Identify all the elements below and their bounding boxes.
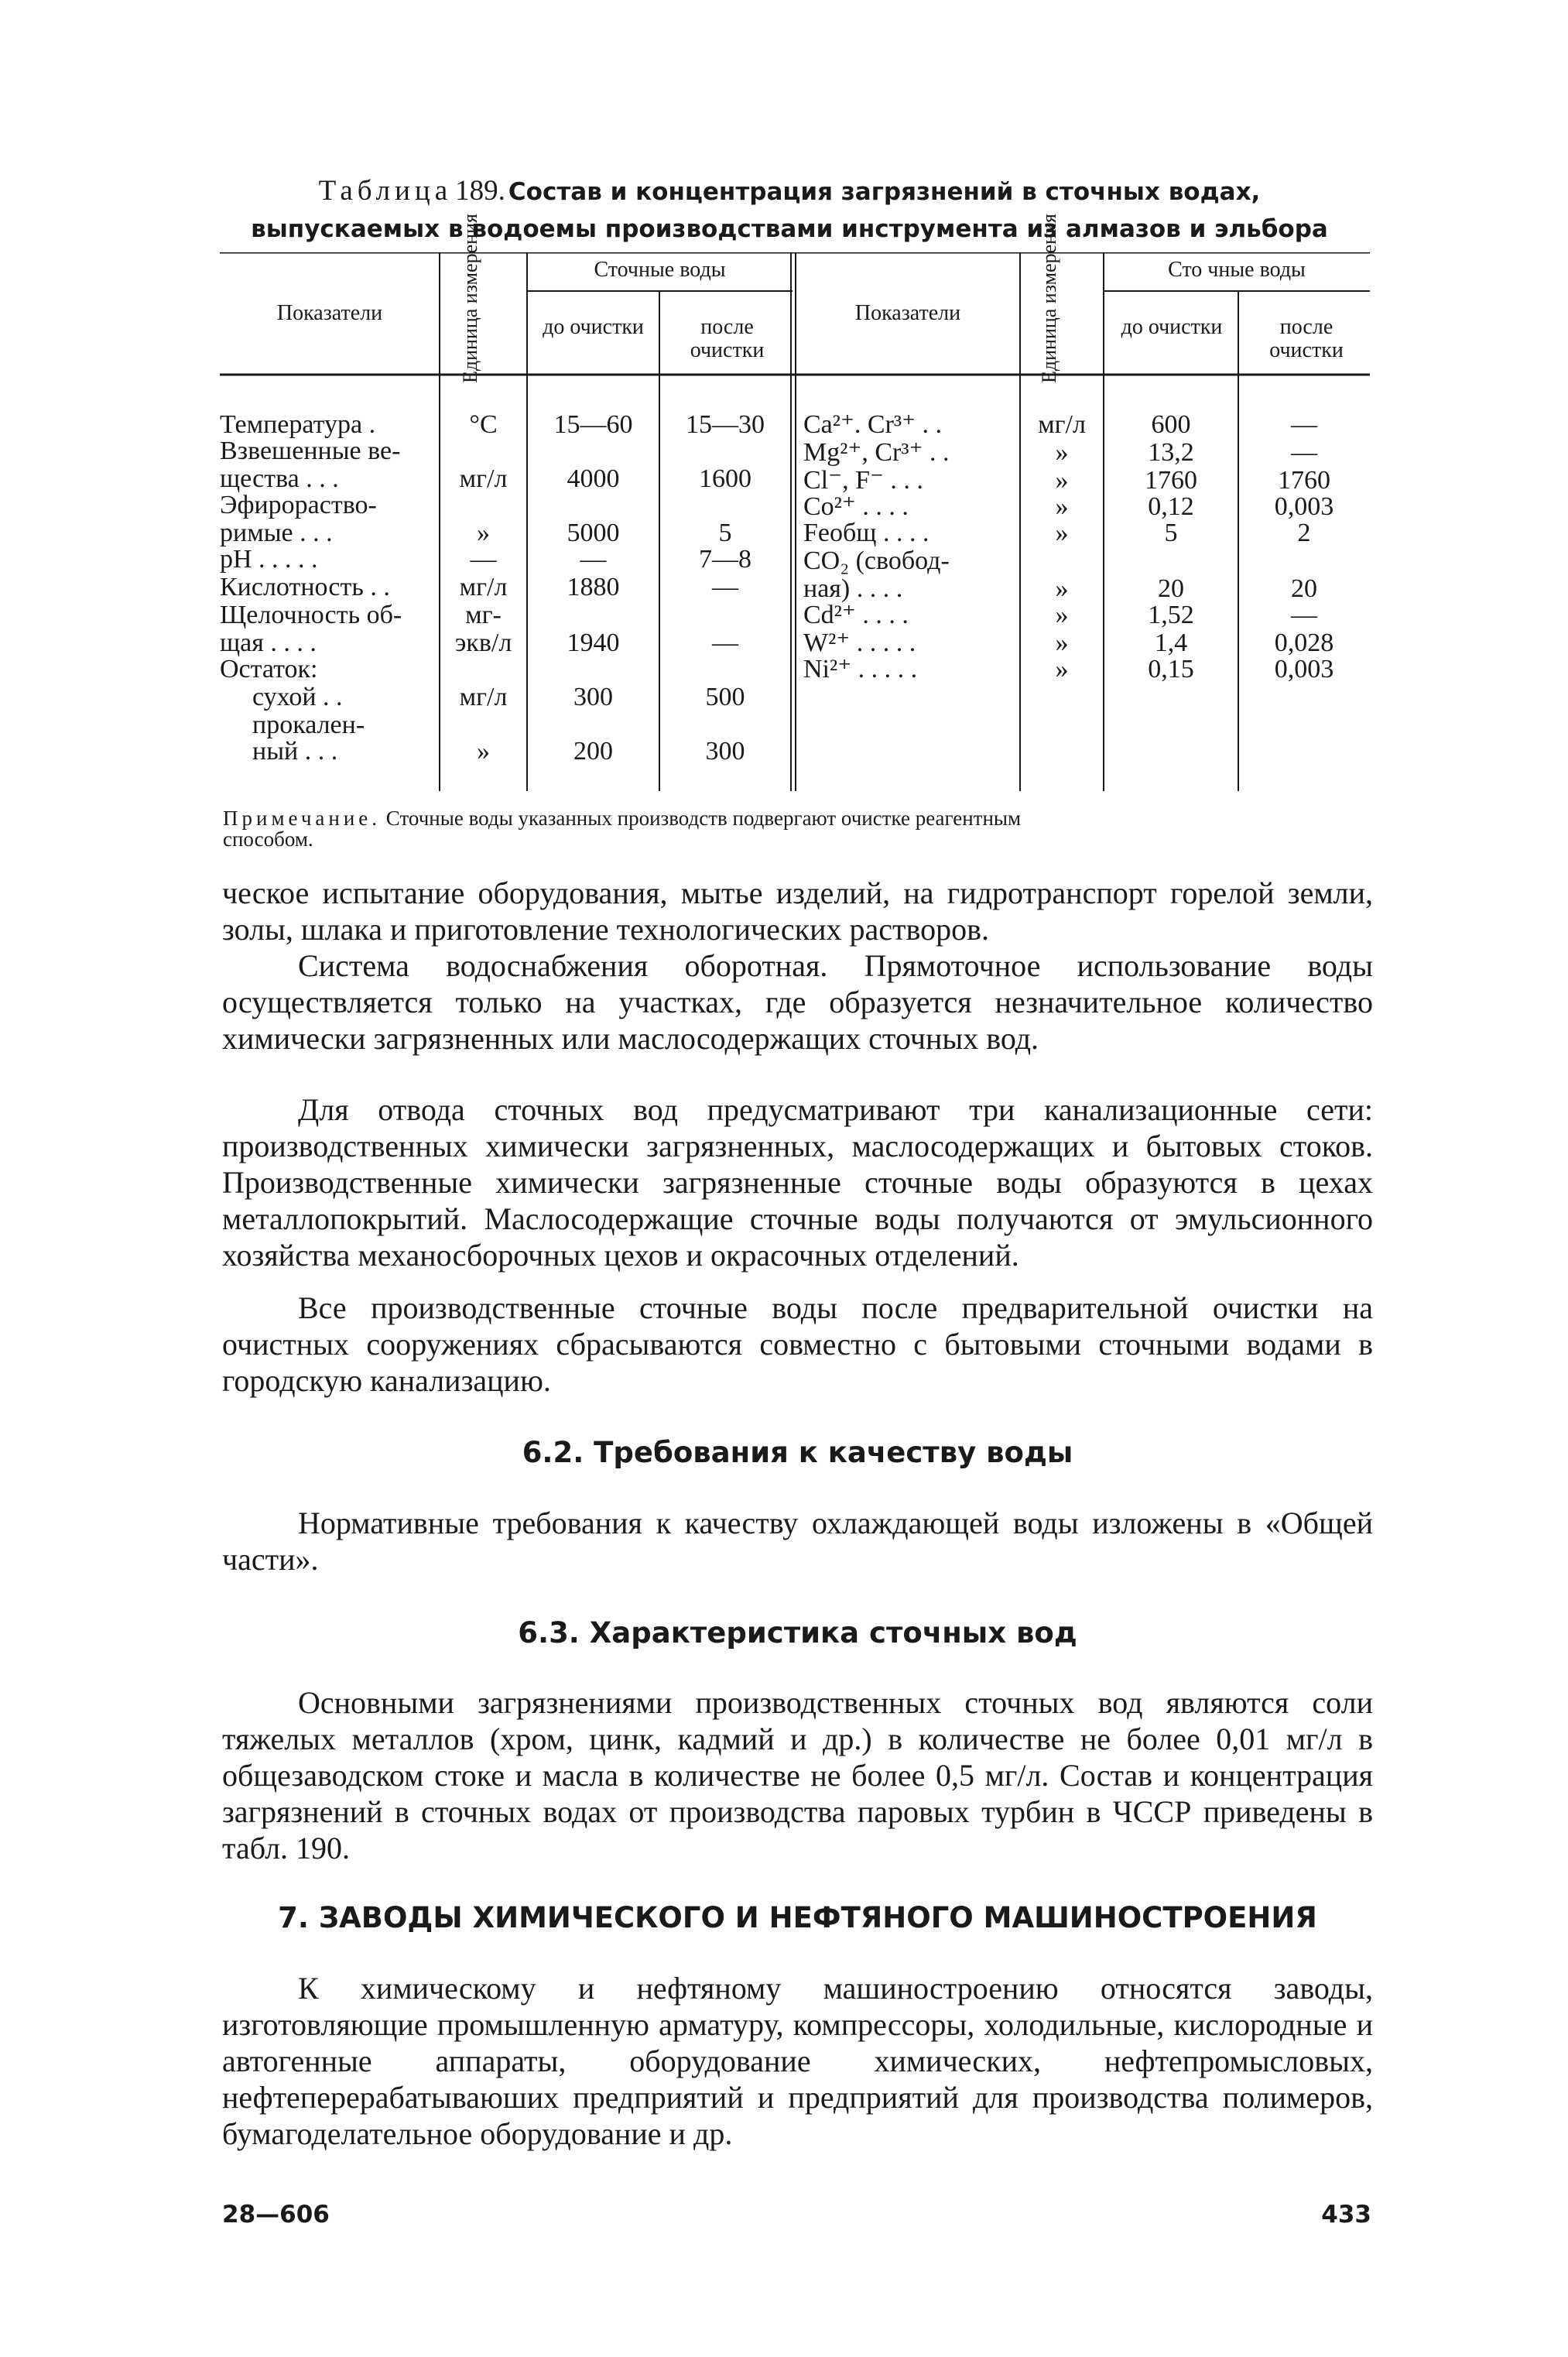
row-name: сухой . . [252, 683, 343, 711]
row-before: 0,12 [1148, 492, 1194, 521]
row-after: 0,003 [1274, 492, 1334, 521]
paragraph: Все производственные сточные воды после предварительной очистки на очистных сооружениях сбрасываются совместно с бытовыми сточными водами в городскую канализацию. [222, 1290, 1373, 1398]
header-before-right: до очистки [1121, 315, 1223, 339]
row-name: Ca²⁺. Cr³⁺ . . [803, 410, 943, 439]
row-after: — [1291, 410, 1317, 439]
row-unit: экв/л [454, 629, 512, 657]
row-before: 1,52 [1148, 601, 1194, 629]
header-before: до очистки [543, 315, 644, 339]
row-name: pH . . . . . [220, 545, 318, 574]
row-unit: °С [469, 410, 498, 439]
row-unit: мг/л [459, 573, 508, 601]
row-before: 5 [1164, 519, 1178, 547]
row-name: Кислотность . . [220, 573, 390, 601]
row-unit: » [1055, 601, 1069, 629]
row-name: CO₂ (свобод- [803, 546, 950, 575]
note-text: Сточные воды указанных производств подвергают очистке реагентным [385, 807, 1022, 830]
row-unit: » [1055, 574, 1069, 603]
row-unit: мг/л [1038, 410, 1086, 439]
table-note [223, 808, 1368, 850]
row-unit: » [1055, 438, 1069, 467]
section-heading-6-3: 6.3. Характеристика сточных вод [518, 1616, 1077, 1650]
caption-title-line1: Состав и концентрация загрязнений в сточных водах, [508, 178, 1261, 206]
row-name: ный . . . [252, 737, 338, 766]
row-after: 500 [705, 683, 745, 711]
caption-label: Таблица [318, 175, 453, 207]
row-before: 1,4 [1154, 629, 1188, 657]
row-before: 5000 [567, 519, 620, 547]
row-name: Щелочность об- [220, 601, 402, 629]
row-after: 20 [1291, 574, 1317, 603]
row-unit: » [477, 519, 490, 547]
section-heading-6-2: 6.2. Требования к качеству воды [522, 1436, 1073, 1469]
paragraph: К химическому и нефтяному машиностроению относятся заводы, изготовляющие промышленную арматуру, компрессоры, холодильные, кислородные и автогенные аппараты, оборудование химических, нефтепромысловых, нефтеперерабатываюших предприятий и предприятий для производства полимеров, бумагоделательное оборудование и др. [222, 1971, 1373, 2151]
table-caption [209, 175, 1370, 250]
header-indicator: Показатели [276, 301, 383, 325]
row-name: Остаток: [220, 655, 318, 683]
row-before: — [580, 545, 607, 574]
row-name: Cl⁻, F⁻ . . . [803, 466, 923, 495]
paragraph: ческое испытание оборудования, мытье изделий, на гидротранспорт горелой земли, золы, шлака и приготовление технологических растворов. [222, 875, 1373, 947]
row-name: Co²⁺ . . . . [803, 492, 909, 521]
row-before: 600 [1151, 410, 1191, 439]
header-unit: Единица измерения [459, 214, 481, 383]
header-unit-right: Единица измерения [1038, 214, 1060, 383]
row-unit: мг- [465, 601, 502, 629]
row-name: W²⁺ . . . . . [803, 629, 916, 657]
row-unit: » [1055, 466, 1069, 495]
paragraph: Нормативные требования к качеству охлаждающей воды изложены в «Общей части». [222, 1506, 1373, 1577]
row-before: 13,2 [1148, 438, 1194, 467]
row-before: 15—60 [553, 410, 633, 439]
header-wastewater: Сточные воды [594, 258, 726, 282]
row-after: 1760 [1278, 466, 1330, 495]
row-before: 0,15 [1148, 655, 1194, 683]
row-before: 20 [1158, 574, 1184, 603]
row-before: 1940 [567, 629, 620, 657]
row-after: 7—8 [699, 545, 751, 574]
row-after: 0,003 [1274, 655, 1334, 683]
paragraph: Для отвода сточных вод предусматривают три канализационные сети: производственных химически загрязненных, маслосодержащих и бытовых стоков. Производственные химически загрязненные сточные воды образуются в цехах металлопокрытий. Маслосодержащие сточные воды получаются от эмульсионного хозяйства механосборочных цехов и окрасочных отделений. [222, 1092, 1373, 1273]
row-name: римые . . . [220, 519, 333, 547]
row-unit: » [1055, 655, 1069, 683]
row-before: 4000 [567, 464, 620, 493]
row-after: — [1291, 438, 1317, 467]
header-after: после очистки [690, 315, 765, 362]
caption-title-line2: выпускаемых в водоемы производствами инструмента из алмазов и эльбора [251, 215, 1328, 243]
row-unit: » [1055, 519, 1069, 547]
row-after: 0,028 [1274, 629, 1334, 657]
caption-number: 189. [455, 175, 505, 207]
row-after: — [1291, 601, 1317, 629]
row-name: прокален- [252, 711, 365, 739]
row-name: Cd²⁺ . . . . [803, 601, 909, 629]
header-wastewater-right: Сто чные воды [1168, 258, 1306, 282]
row-name: щества . . . [220, 464, 339, 493]
paragraph: Основными загрязнениями производственных сточных вод являются соли тяжелых металлов (хром, цинк, кадмий и др.) в количестве не более 0,01 мг/л в общезаводском стоке и масла в количестве не более 0,5 мг/л. Состав и концентрация загрязнений в сточных водах от производства паровых турбин в ЧССР приведены в табл. 190. [222, 1685, 1373, 1865]
row-before: 300 [573, 683, 613, 711]
header-after-right: после очистки [1269, 315, 1344, 362]
row-name: Взвешенные ве- [220, 437, 401, 465]
header-indicator-right: Показатели [854, 301, 961, 325]
row-name: Feобщ . . . . [803, 519, 930, 547]
note-label: Примечание. [223, 807, 382, 830]
row-unit: — [470, 545, 497, 574]
row-after: — [712, 573, 738, 601]
row-unit: мг/л [459, 683, 508, 711]
row-after: — [712, 629, 738, 657]
row-unit: » [1055, 492, 1069, 521]
row-after: 300 [705, 737, 745, 766]
row-after: 1600 [699, 464, 751, 493]
printer-signature: 28—606 [222, 2201, 330, 2229]
page-number: 433 [1321, 2201, 1371, 2229]
row-after: 2 [1297, 519, 1311, 547]
chapter-heading-7: 7. ЗАВОДЫ ХИМИЧЕСКОГО И НЕФТЯНОГО МАШИНОСТРОЕНИЯ [278, 1901, 1317, 1934]
row-name: щая . . . . [220, 629, 317, 657]
row-before: 1880 [567, 573, 620, 601]
row-name: Температура . [220, 410, 376, 439]
row-after: 5 [718, 519, 732, 547]
row-name: Эфирораство- [220, 491, 377, 519]
row-before: 1760 [1145, 466, 1197, 495]
row-name: ная) . . . . [803, 574, 903, 603]
row-after: 15—30 [686, 410, 765, 439]
row-unit: » [477, 737, 490, 766]
row-unit: » [1055, 629, 1069, 657]
row-before: 200 [573, 737, 613, 766]
note-text-continued: способом. [223, 827, 313, 851]
row-name: Mg²⁺, Cr³⁺ . . [803, 438, 950, 467]
row-name: Ni²⁺ . . . . . [803, 655, 918, 683]
paragraph: Система водоснабжения оборотная. Прямоточное использование воды осуществляется только на участках, где образуется незначительное количество химически загрязненных или маслосодержащих сточных вод. [222, 948, 1373, 1056]
row-unit: мг/л [459, 464, 508, 493]
